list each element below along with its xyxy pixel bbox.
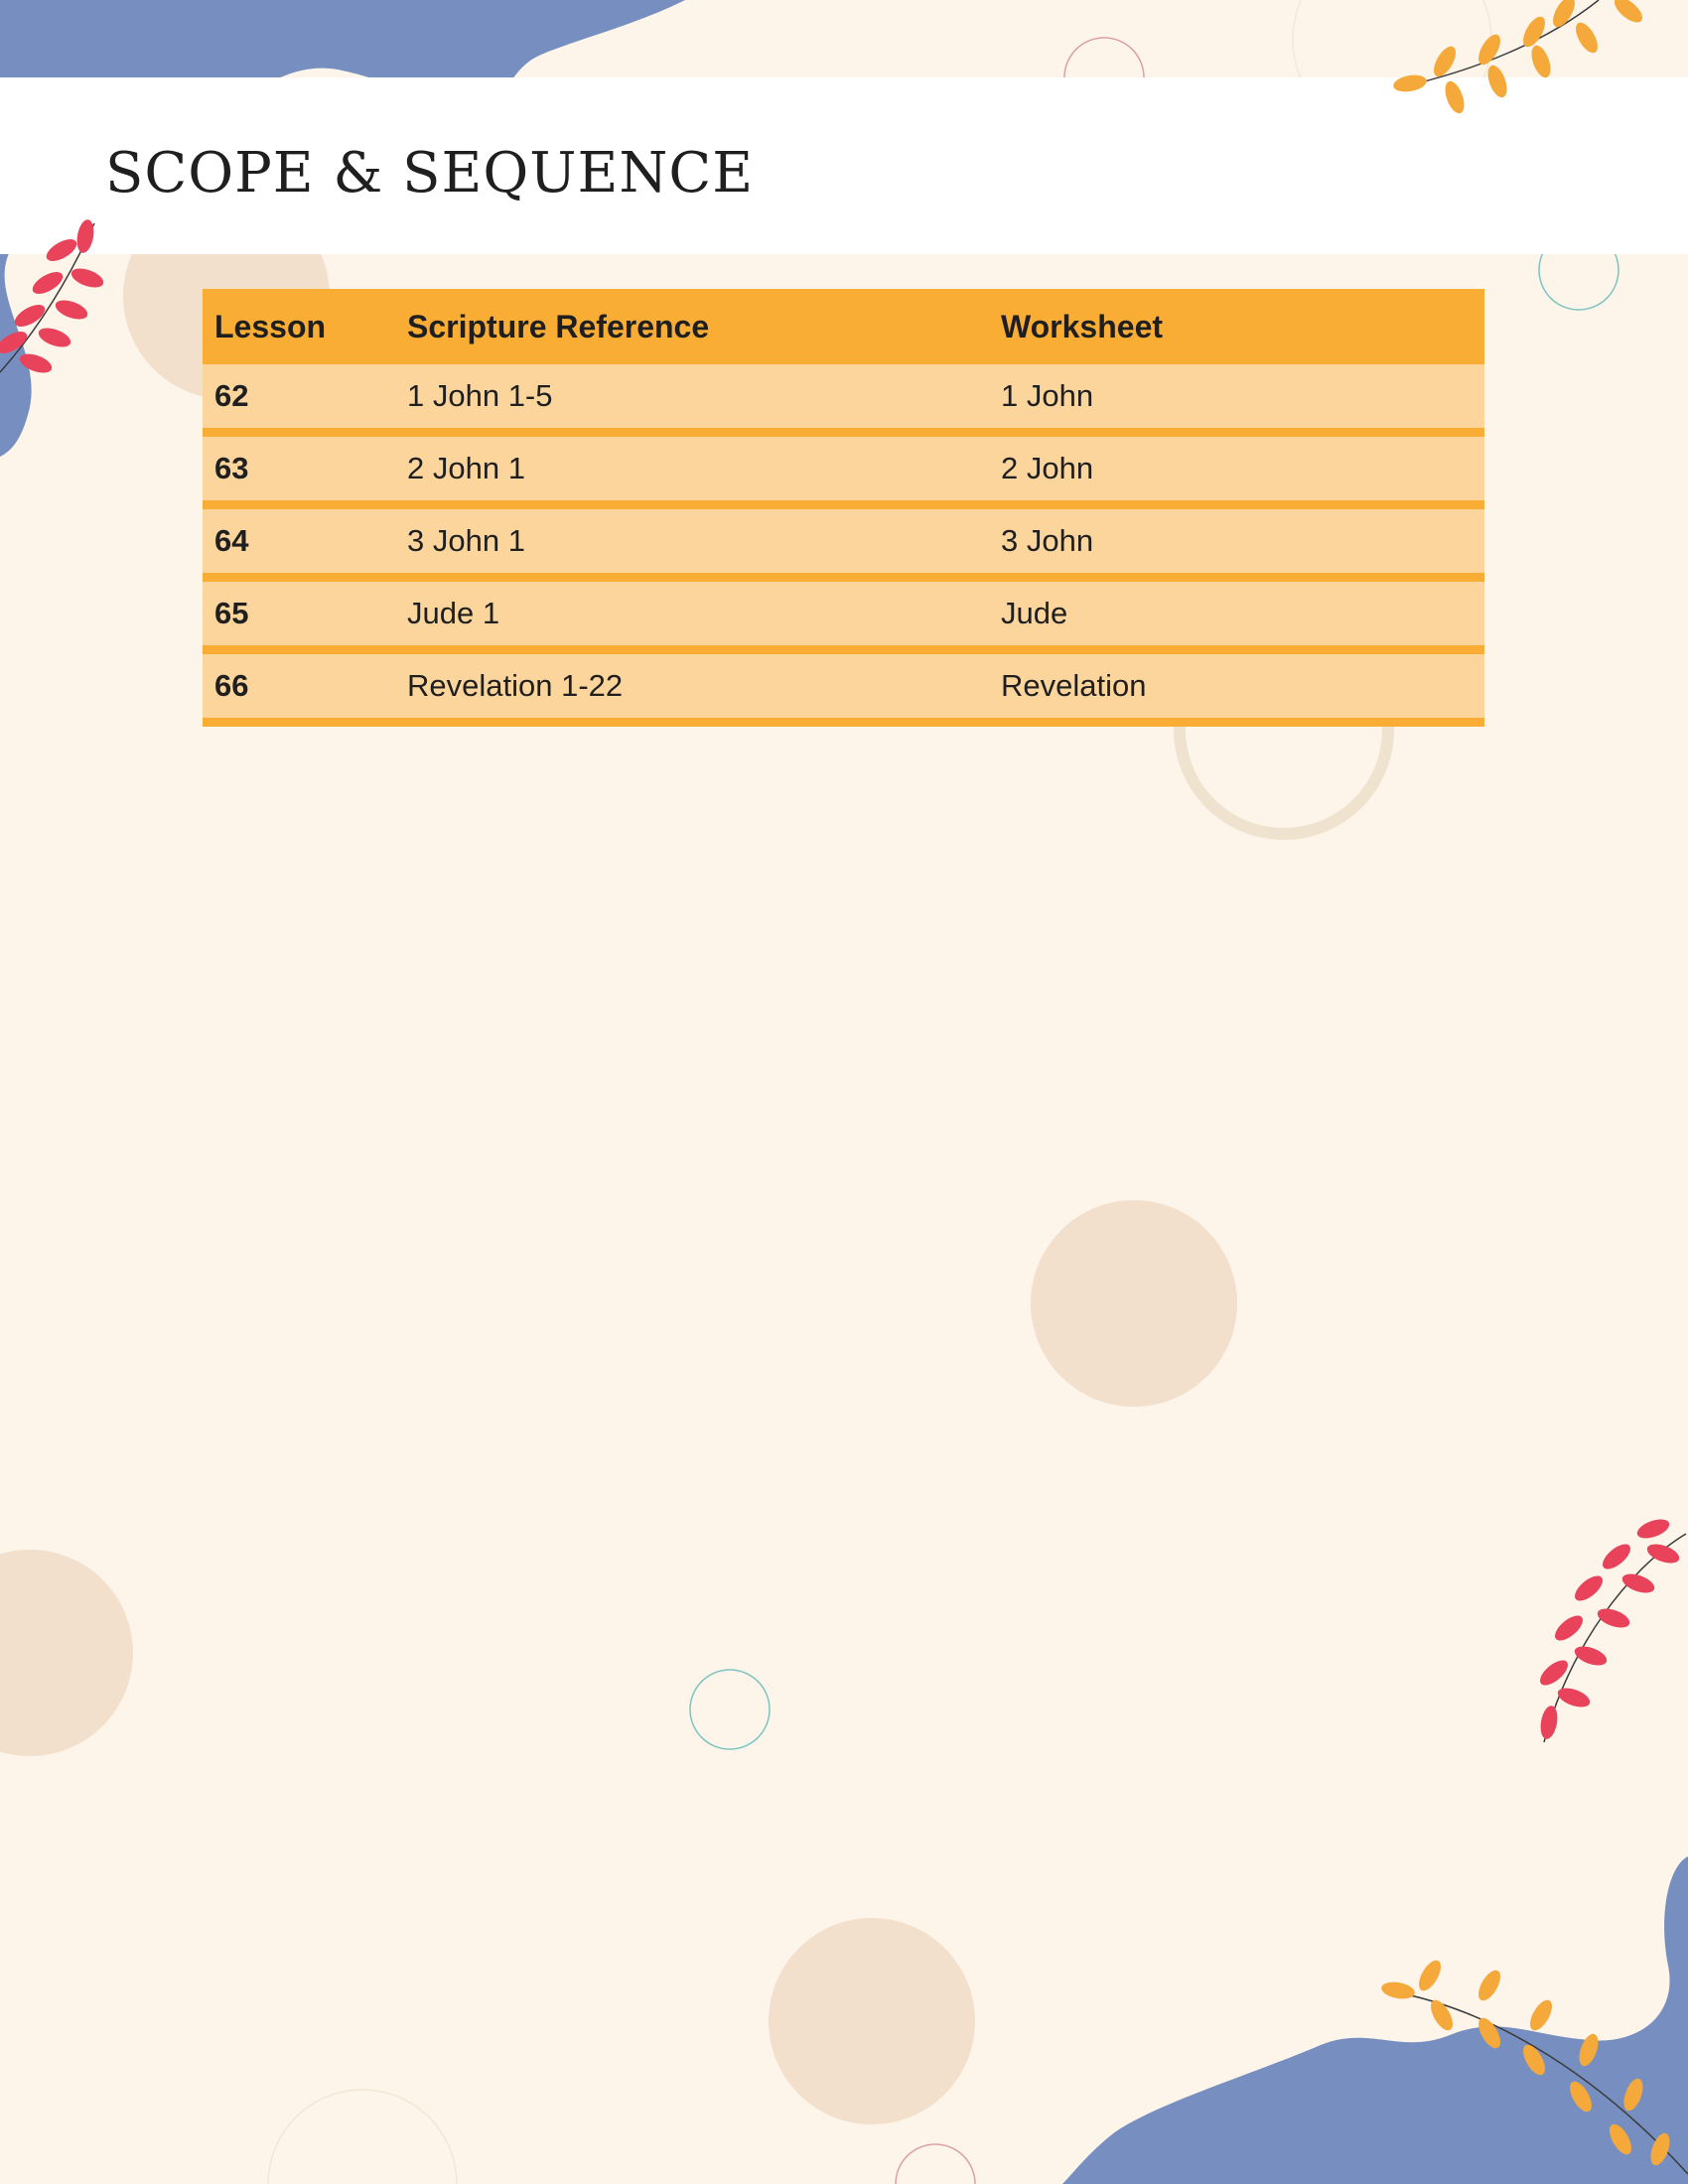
worksheet-cell: 2 John — [989, 433, 1484, 505]
worksheet-cell: Revelation — [989, 650, 1484, 723]
scope-sequence-table — [203, 289, 1484, 727]
column-header-lesson: Lesson — [203, 289, 395, 364]
scope-sequence-table-container — [203, 289, 1484, 727]
scripture-cell: Jude 1 — [395, 578, 989, 650]
scripture-cell: Revelation 1-22 — [395, 650, 989, 723]
table-header-row — [203, 289, 1484, 364]
lesson-cell: 66 — [203, 650, 395, 723]
lesson-cell: 62 — [203, 364, 395, 433]
page-title: SCOPE & SEQUENCE — [105, 141, 755, 205]
lesson-cell: 63 — [203, 433, 395, 505]
worksheet-cell: Jude — [989, 578, 1484, 650]
table-row — [203, 433, 1484, 505]
red-leaf-sprig — [1536, 1516, 1686, 1742]
table-row — [203, 364, 1484, 433]
scripture-cell: 2 John 1 — [395, 433, 989, 505]
lesson-cell: 65 — [203, 578, 395, 650]
table-row — [203, 578, 1484, 650]
column-header-worksheet: Worksheet — [989, 289, 1484, 364]
orange-leaf-sprig — [1392, 0, 1646, 116]
table-row — [203, 505, 1484, 578]
table-row — [203, 650, 1484, 723]
worksheet-cell: 1 John — [989, 364, 1484, 433]
scripture-cell: 3 John 1 — [395, 505, 989, 578]
worksheet-cell: 3 John — [989, 505, 1484, 578]
red-leaf-sprig — [0, 218, 106, 376]
orange-leaf-sprig — [1380, 1957, 1688, 2174]
column-header-scripture-reference: Scripture Reference — [395, 289, 989, 364]
lesson-cell: 64 — [203, 505, 395, 578]
scripture-cell: 1 John 1-5 — [395, 364, 989, 433]
